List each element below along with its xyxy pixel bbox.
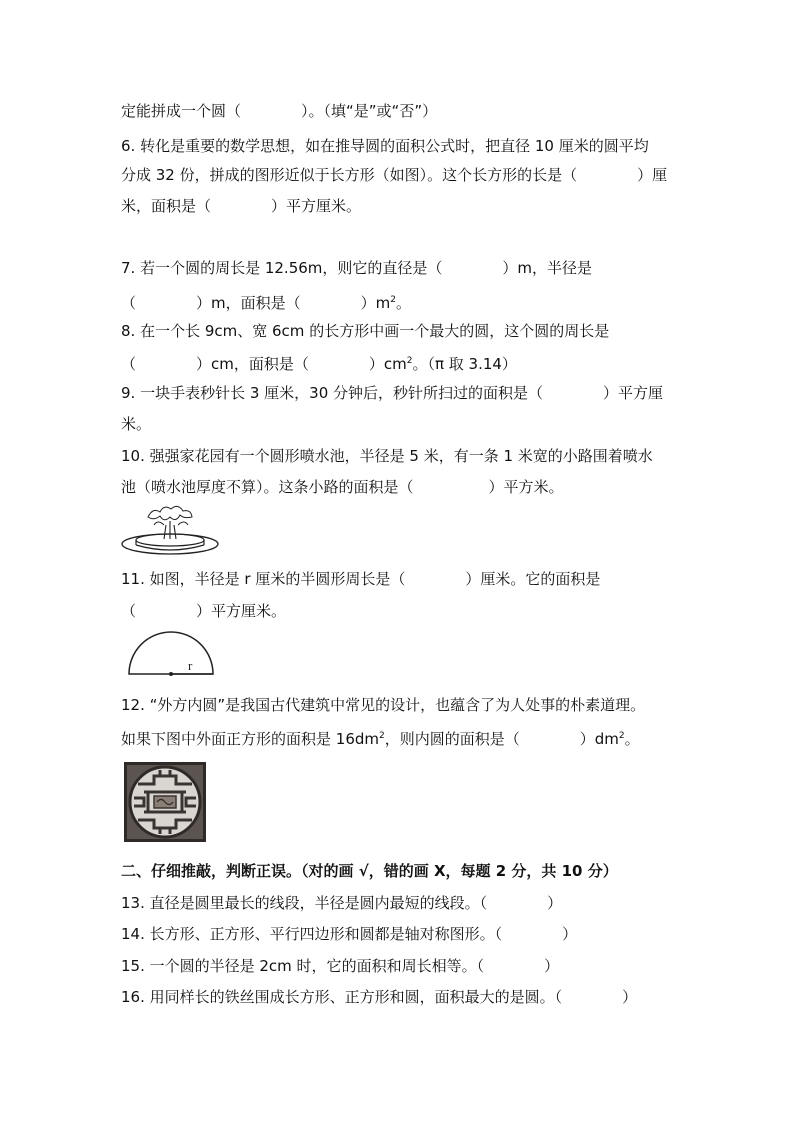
question-6-line1: 6. 转化是重要的数学思想，如在推导圆的面积公式时，把直径 10 厘米的圆平均 [121,137,649,155]
question-13: 13. 直径是圆里最长的线段，半径是圆内最短的线段。（ ） [121,894,563,912]
question-7-line2: （ ）m，面积是（ ）$m^2$。 [121,294,411,312]
question-8-line2: （ ）cm，面积是（ ）$cm^2$。（π 取 3.14） [121,355,517,373]
question-10-line2: 池（喷水池厚度不算）。这条小路的面积是（ ）平方米。 [121,478,564,496]
radius-label: r [188,658,193,673]
question-10-line1: 10. 强强家花园有一个圆形喷水池，半径是 5 米，有一条 1 米宽的小路围着喷水 [121,447,653,465]
question-15: 15. 一个圆的半径是 2cm 时，它的面积和周长相等。（ ） [121,957,560,975]
question-11-line2: （ ）平方厘米。 [121,602,287,620]
lattice-window-figure [124,762,206,842]
question-11-line1: 11. 如图，半径是 r 厘米的半圆形周长是（ ）厘米。它的面积是 [121,570,601,588]
question-6-line3: 米，面积是（ ）平方厘米。 [121,197,362,215]
question-7-line1: 7. 若一个圆的周长是 12.56m，则它的直径是（ ）m，半径是 [121,259,593,277]
question-9-line2: 米。 [121,415,152,433]
fountain-figure [118,503,224,559]
question-6-line2: 分成 32 份，拼成的图形近似于长方形（如图）。这个长方形的长是（ ）厘 [121,166,668,184]
line-q5-end: 定能拼成一个圆（ ）。（填“是”或“否”） [121,102,438,120]
semicircle-figure [124,628,218,678]
question-14: 14. 长方形、正方形、平行四边形和圆都是轴对称图形。（ ） [121,925,578,943]
question-8-line1: 8. 在一个长 9cm、宽 6cm 的长方形中画一个最大的圆，这个圆的周长是 [121,322,610,340]
question-12-line2: 如果下图中外面正方形的面积是 $16dm^2$，则内圆的面积是（ ）$dm^2$。 [121,730,640,748]
question-16: 16. 用同样长的铁丝围成长方形、正方形和圆，面积最大的是圆。（ ） [121,988,638,1006]
section-2-heading: 二、仔细推敲，判断正误。（对的画 √，错的画 X，每题 2 分，共 10 分） [121,862,618,880]
question-12-line1: 12. “外方内圆”是我国古代建筑中常见的设计，也蕴含了为人处事的朴素道理。 [121,696,646,714]
question-9-line1: 9. 一块手表秒针长 3 厘米，30 分钟后，秒针所扫过的面积是（ ）平方厘 [121,384,664,402]
center-point [169,672,173,676]
